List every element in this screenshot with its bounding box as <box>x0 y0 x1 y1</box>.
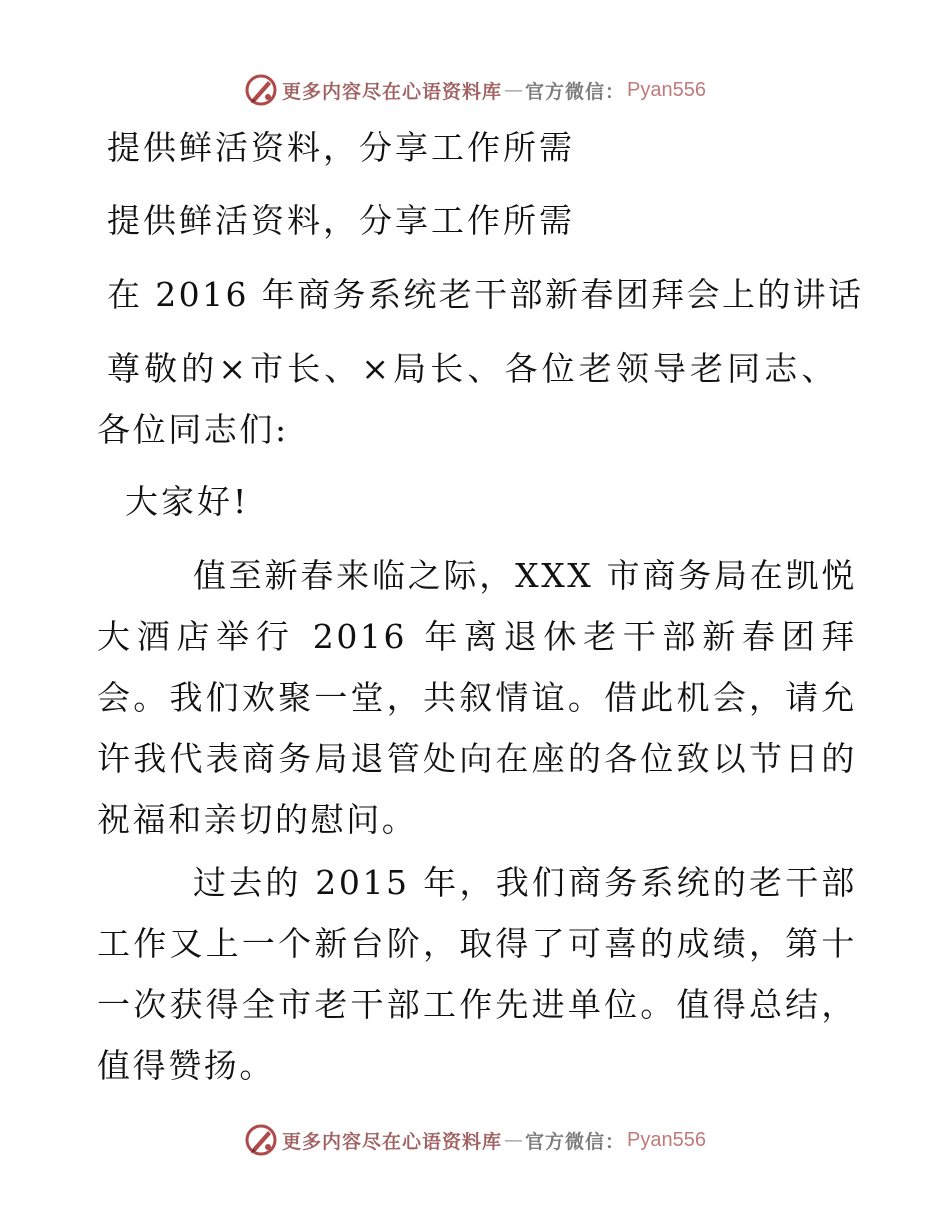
pen-logo-icon <box>244 73 278 107</box>
paragraph-2: 过去的 2015 年，我们商务系统的老干部工作又上一个新台阶，取得了可喜的成绩，第十一次获得全市老干部工作先进单位。值得总结，值得赞扬。 <box>97 863 857 1085</box>
paragraph-1: 值至新春来临之际，XXX 市商务局在凯悦大酒店举行 2016 年离退休老干部新春团拜会。我们欢聚一堂，共叙情谊。借此机会，请允许我代表商务局退管处向在座的各位致以节日的祝福和亲切的慰问。 <box>97 556 857 839</box>
banner-wechat-id: Pyan556 <box>627 1128 706 1151</box>
banner-official-label: 官方微信： <box>525 80 626 103</box>
salutation: 尊敬的×市长、×局长、各位老领导老同志、各位同志们: <box>97 349 837 449</box>
footer-watermark-banner <box>0 1120 950 1160</box>
greeting: 大家好! <box>125 482 250 521</box>
banner-wechat-id: Pyan556 <box>627 78 706 101</box>
tagline-1: 提供鲜活资料，分享工作所需 <box>107 128 575 167</box>
tagline-2: 提供鲜活资料，分享工作所需 <box>107 201 575 240</box>
header-watermark-banner <box>0 70 950 110</box>
banner-text: 更多内容尽在心语资料库 <box>282 1130 503 1153</box>
document-title: 在 2016 年商务系统老干部新春团拜会上的讲话 <box>107 275 864 314</box>
banner-text: 更多内容尽在心语资料库 <box>282 80 503 103</box>
pen-logo-icon <box>244 1123 278 1157</box>
banner-separator: — <box>504 79 524 101</box>
banner-separator: — <box>504 1129 524 1151</box>
banner-official-label: 官方微信： <box>525 1130 626 1153</box>
